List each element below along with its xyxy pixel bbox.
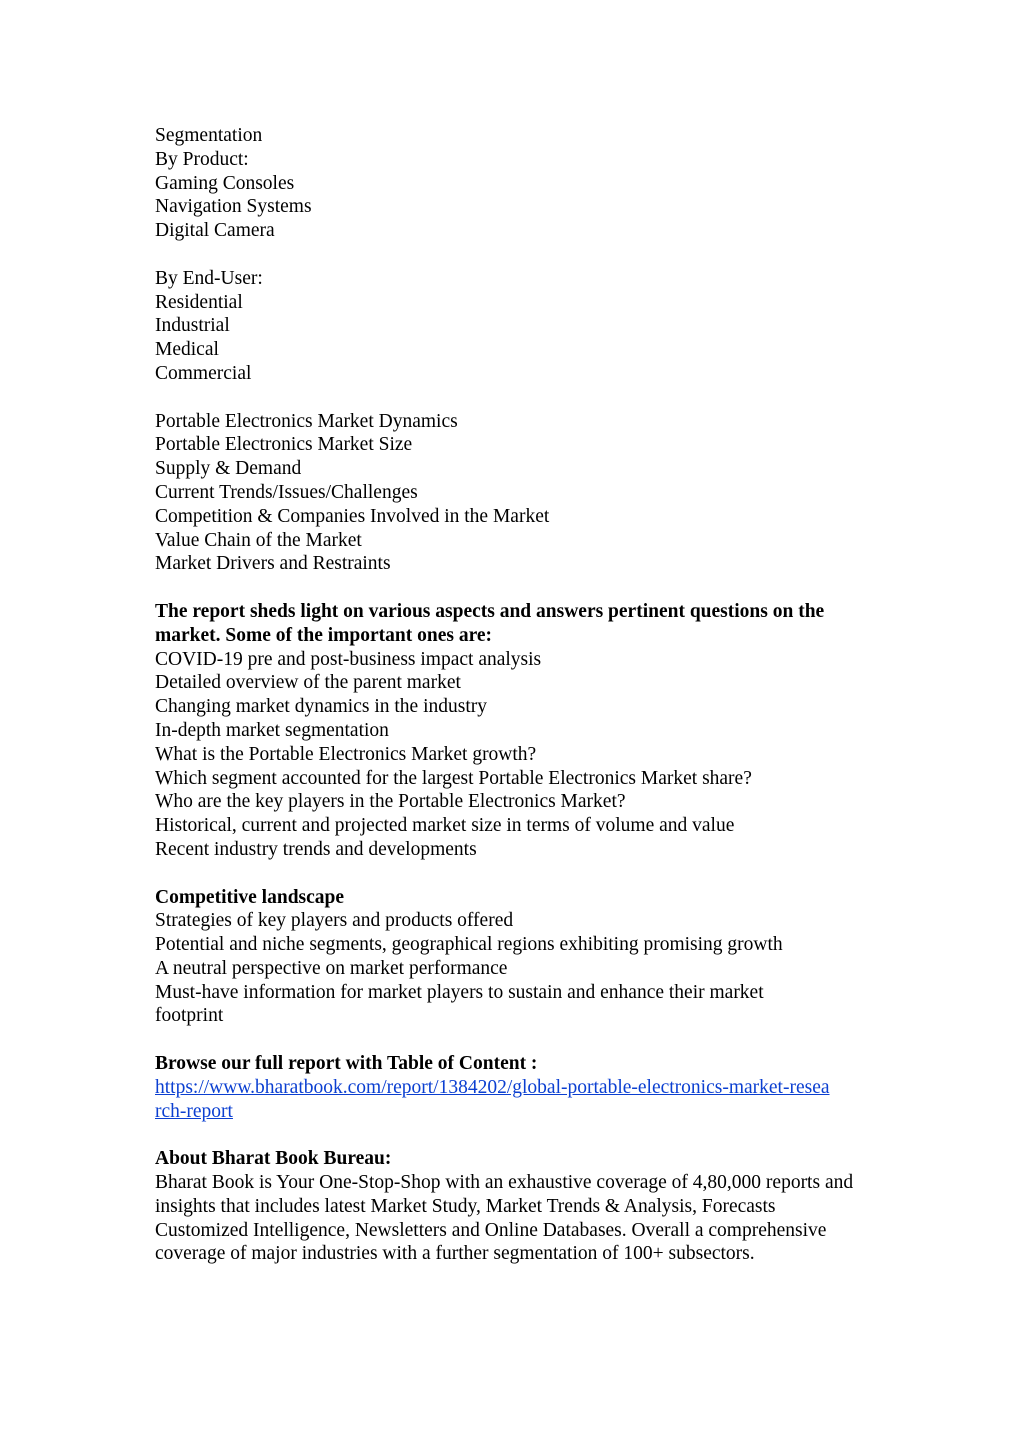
competitive-item: Potential and niche segments, geographical regions exhibiting promising growth	[155, 934, 783, 956]
competitive-item: A neutral perspective on market performance	[155, 957, 508, 979]
spacer	[155, 243, 875, 267]
browse-heading: Browse our full report with Table of Content :	[155, 1053, 538, 1075]
product-item: Digital Camera	[155, 220, 275, 242]
topic-item: Competition & Companies Involved in the Market	[155, 505, 550, 527]
about-text: Bharat Book is Your One-Stop-Shop with an exhaustive coverage of 4,80,000 reports and insights that includes latest Market Study, Market Trends & Analysis, Forecasts Customized Intelligence, Newsletters and Online Databases. Overall a comprehensive coverage of major industries with a further segmentation of 100+ subsectors.	[155, 1172, 854, 1265]
question-item: Changing market dynamics in the industry	[155, 696, 487, 718]
question-item: What is the Portable Electronics Market growth?	[155, 743, 537, 765]
by-end-user-label: By End-User:	[155, 267, 263, 289]
topic-item: Market Drivers and Restraints	[155, 553, 391, 575]
topic-item: Portable Electronics Market Size	[155, 434, 413, 456]
competitive-item: Must-have information for market players to sustain and enhance their market footprint	[155, 981, 764, 1027]
end-user-item: Residential	[155, 291, 243, 313]
segmentation-title: Segmentation	[155, 125, 263, 146]
end-user-item: Commercial	[155, 362, 252, 384]
question-item: Historical, current and projected market size in terms of volume and value	[155, 815, 735, 837]
end-user-item: Industrial	[155, 315, 230, 337]
questions-heading: The report sheds light on various aspects and answers pertinent questions on the market. Some of the important ones are:	[155, 600, 825, 646]
question-item: Detailed overview of the parent market	[155, 672, 461, 694]
report-link[interactable]: https://www.bharatbook.com/report/1384202/global-portable-electronics-market-research-report	[155, 1076, 830, 1122]
topic-item: Portable Electronics Market Dynamics	[155, 410, 458, 432]
topic-item: Current Trends/Issues/Challenges	[155, 481, 418, 503]
topic-item: Supply & Demand	[155, 458, 302, 480]
document-page	[155, 124, 875, 1266]
topic-item: Value Chain of the Market	[155, 529, 362, 551]
product-item: Navigation Systems	[155, 196, 312, 218]
question-item: Which segment accounted for the largest Portable Electronics Market share?	[155, 767, 752, 789]
by-product-label: By Product:	[155, 148, 249, 170]
competitive-heading: Competitive landscape	[155, 886, 345, 908]
spacer	[155, 386, 875, 410]
spacer	[155, 862, 875, 886]
spacer	[155, 576, 875, 600]
about-heading: About Bharat Book Bureau:	[155, 1148, 392, 1170]
question-item: In-depth market segmentation	[155, 719, 389, 741]
product-item: Gaming Consoles	[155, 172, 295, 194]
question-item: Recent industry trends and developments	[155, 838, 477, 860]
spacer	[155, 1028, 875, 1052]
question-item: COVID-19 pre and post-business impact analysis	[155, 648, 542, 670]
end-user-item: Medical	[155, 339, 219, 361]
spacer	[155, 1123, 875, 1147]
question-item: Who are the key players in the Portable Electronics Market?	[155, 791, 626, 813]
competitive-item: Strategies of key players and products offered	[155, 910, 514, 932]
